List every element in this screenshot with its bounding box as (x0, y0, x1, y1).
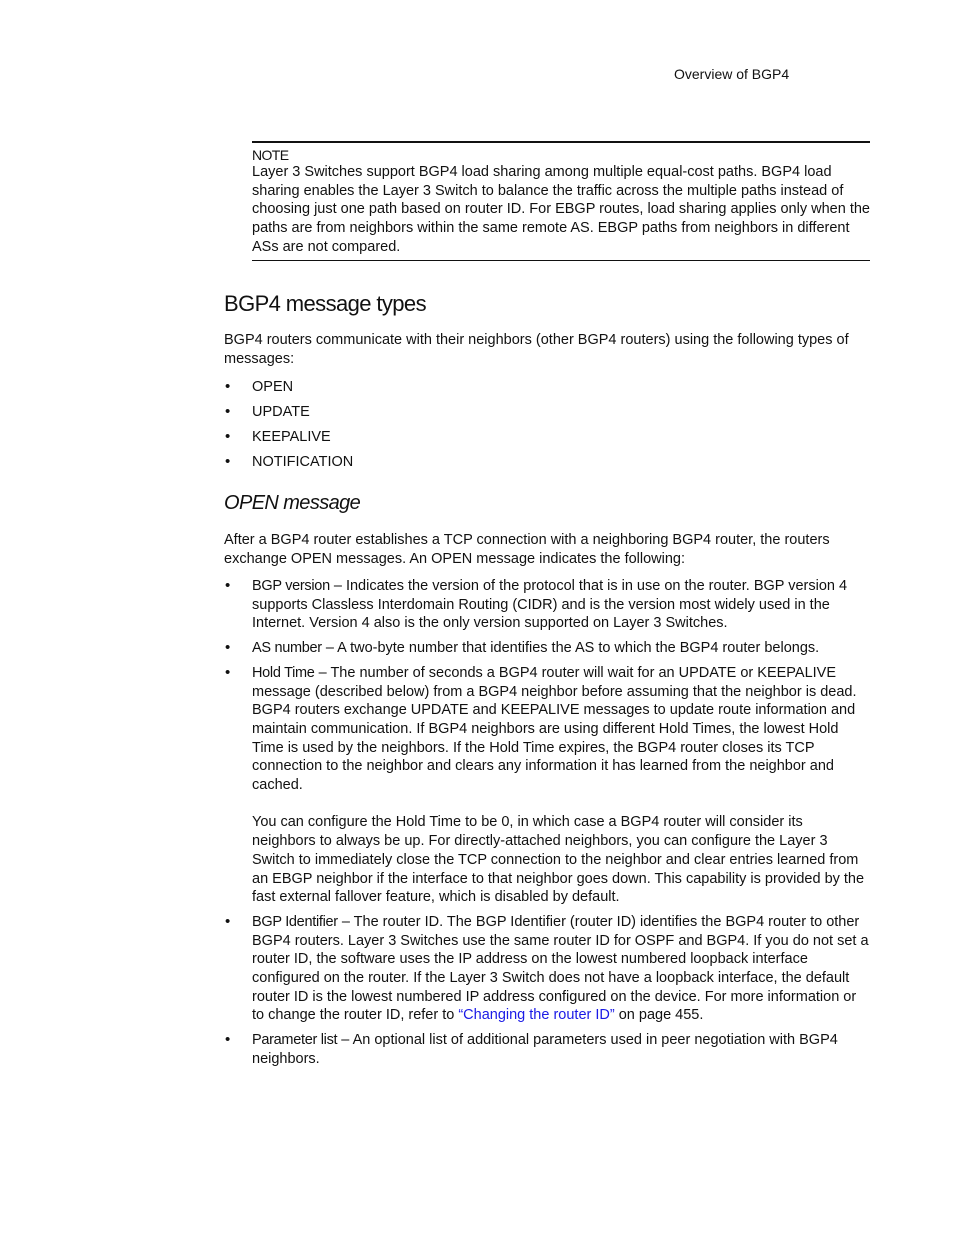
open-message-field-list (224, 577, 870, 1075)
bullet-icon: • (225, 577, 231, 594)
field-description: – An optional list of additional parameters used in peer negotiation with BGP4 neighbors. (252, 1032, 838, 1067)
list-item (224, 453, 870, 478)
subsection-intro: After a BGP4 router establishes a TCP connection with a neighboring BGP4 router, the routers exchange OPEN messages. An OPEN message indicates the following: (224, 532, 830, 567)
note-text: Layer 3 Switches support BGP4 load sharing among multiple equal-cost paths. BGP4 load sharing enables the Layer 3 Switch to balance the traffic across the multiple paths instead of choosing just one path based on router ID. For EBGP routes, load sharing applies only when the paths are from neighbors within the same remote AS. EBGP paths from neighbors in different ASs are not compared. (252, 164, 870, 255)
cross-reference-link[interactable]: “Changing the router ID” (458, 1007, 615, 1024)
list-item-text: KEEPALIVE (252, 429, 331, 445)
field-description: – Indicates the version of the protocol that is in use on the router. BGP version 4 supports Classless Interdomain Routing (CIDR) and is the version most widely used in the Internet. Version 4 also is the only version supported on Layer 3 Switches. (252, 578, 848, 632)
list-item (224, 664, 870, 907)
list-item (224, 378, 870, 403)
bullet-icon: • (225, 403, 231, 420)
field-term: BGP version (252, 578, 330, 594)
list-item (224, 1031, 870, 1068)
field-description: – A two-byte number that identifies the AS to which the BGP4 router belongs. (321, 640, 820, 657)
note-box (252, 141, 870, 261)
list-item (224, 577, 870, 633)
note-label: NOTE (252, 147, 289, 163)
field-extra-paragraph: You can configure the Hold Time to be 0, in which case a BGP4 router will consider its neighbors to always be up. For directly-attached neighbors, you can configure the Layer 3 Switch to immediately close the TCP connection to the neighbor and clear entries learned from an EBGP neighbor if the interface to that neighbor goes down. This capability is provided by the fast external fallover feature, which is disabled by default. (252, 814, 865, 906)
bullet-icon: • (225, 378, 231, 395)
field-term: Parameter list (252, 1032, 338, 1049)
field-term: Hold Time (252, 664, 315, 681)
list-item-text: NOTIFICATION (252, 454, 354, 470)
section-heading: BGP4 message types (224, 291, 426, 316)
section-intro: BGP4 routers communicate with their neighbors (other BGP4 routers) using the following types of messages: (224, 332, 849, 367)
bullet-icon: • (225, 912, 231, 930)
subsection-heading: OPEN message (224, 492, 361, 514)
field-description: – The router ID. The BGP Identifier (router ID) identifies the BGP4 router to other BGP4 routers. Layer 3 Switches use the same router ID for OSPF and BGP4. If you do not set a router ID, the software uses the IP address on the lowest numbered loopback interface configured on the router. If the Layer 3 Switch does not have a loopback interface, the default router ID is the lowest numbered IP address configured on the device. For more information or to change the router ID, refer to (252, 913, 869, 1024)
bullet-icon: • (225, 1031, 231, 1049)
bullet-icon: • (225, 663, 231, 681)
message-type-list (224, 378, 870, 478)
field-term: BGP Identifier (252, 913, 338, 930)
bullet-icon: • (225, 639, 231, 657)
field-term: AS number (252, 640, 322, 657)
running-header: Overview of BGP4 (674, 66, 790, 82)
list-item-text: OPEN (252, 379, 294, 395)
bullet-icon: • (225, 428, 231, 445)
field-description: – The number of seconds a BGP4 router will wait for an UPDATE or KEEPALIVE message (described below) from a BGP4 neighbor before assuming that the neighbor is dead. BGP4 routers exchange UPDATE and KEEPALIVE messages to update route information and maintain communication. If BGP4 neighbors are using different Hold Times, the lowest Hold Time is used by the neighbors. If the Hold Time expires, the BGP4 router closes its TCP connection to the neighbor and clears any information it has learned from the neighbor and cached. (252, 664, 857, 794)
list-item (224, 639, 870, 658)
list-item (224, 428, 870, 453)
list-item (224, 403, 870, 428)
list-item-text: UPDATE (252, 404, 310, 420)
field-description-tail: on page 455. (614, 1007, 704, 1024)
list-item (224, 913, 870, 1025)
bullet-icon: • (225, 453, 231, 470)
